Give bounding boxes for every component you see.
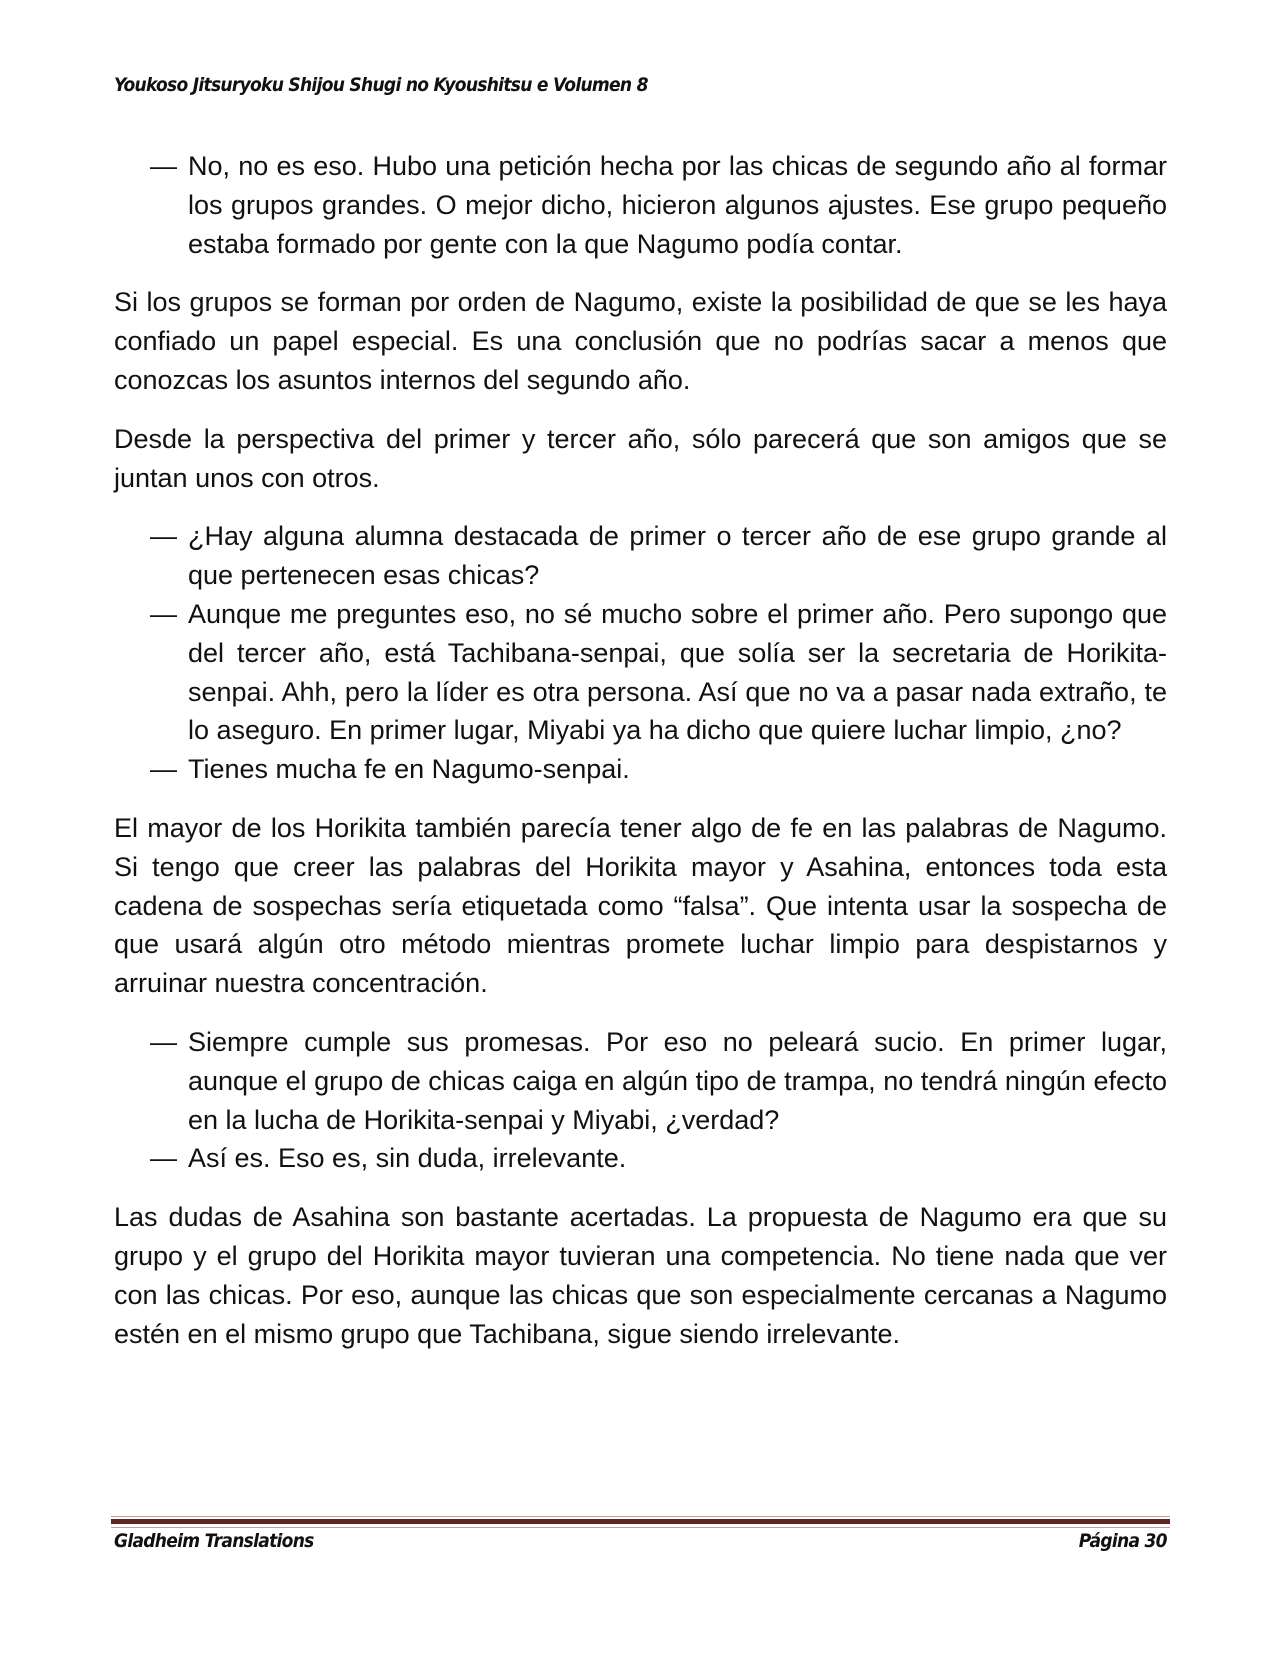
dialogue-text: Aunque me preguntes eso, no sé mucho sobre el primer año. Pero supongo que del tercer año, está Tachibana-senpai, que solía ser la secretaria de Horikita-senpai. Ahh, pero la líder es otra persona. Así que no va a pasar nada extraño, te lo aseguro. En primer lugar, Miyabi ya ha dicho que quiere luchar limpio, ¿no? (188, 598, 1167, 746)
running-header: Youkoso Jitsuryoku Shijou Shugi no Kyoushitsu e Volumen 8 (114, 74, 648, 96)
dialogue-line (114, 1139, 1167, 1178)
em-dash: — (150, 1026, 177, 1057)
page-number: Página 30 (1078, 1530, 1167, 1552)
dialogue-text: Siempre cumple sus promesas. Por eso no peleará sucio. En primer lugar, aunque el grupo de chicas caiga en algún tipo de trampa, no tendrá ningún efecto en la lucha de Horikita-senpai y Miyabi, ¿verdad? (188, 1026, 1167, 1135)
dialogue-text: Así es. Eso es, sin duda, irrelevante. (188, 1143, 627, 1174)
dialogue-line (114, 1023, 1167, 1139)
dialogue-line (114, 750, 1167, 789)
paragraph: Las dudas de Asahina son bastante acertadas. La propuesta de Nagumo era que su grupo y el grupo del Horikita mayor tuvieran una competencia. No tiene nada que ver con las chicas. Por eso, aunque las chicas que son especialmente cercanas a Nagumo estén en el mismo grupo que Tachibana, sigue siendo irrelevante. (114, 1202, 1167, 1349)
dialogue-text: Tienes mucha fe en Nagumo-senpai. (188, 754, 630, 785)
dialogue-text: No, no es eso. Hubo una petición hecha por las chicas de segundo año al formar los grupos grandes. O mejor dicho, hicieron algunos ajustes. Ese grupo pequeño estaba formado por gente con la que Nagumo podía contar. (188, 151, 1167, 259)
page-body (114, 147, 1167, 1373)
dialogue-block (114, 517, 1167, 789)
em-dash: — (150, 598, 177, 629)
em-dash: — (150, 151, 177, 181)
em-dash: — (150, 1143, 177, 1174)
dialogue-block (114, 1023, 1167, 1178)
dialogue-line (114, 147, 1167, 263)
footer-translator: Gladheim Translations (114, 1530, 314, 1552)
dialogue-text: ¿Hay alguna alumna destacada de primer o tercer año de ese grupo grande al que pertenecen esas chicas? (188, 521, 1167, 591)
dialogue-line (114, 517, 1167, 595)
dialogue-block (114, 147, 1167, 263)
footer-rule (111, 1516, 1170, 1528)
em-dash: — (150, 521, 177, 552)
dialogue-line (114, 595, 1167, 750)
paragraph: El mayor de los Horikita también parecía tener algo de fe en las palabras de Nagumo. Si tengo que creer las palabras del Horikita mayor y Asahina, entonces toda esta cadena de sospechas sería etiquetada como “falsa”. Que intenta usar la sospecha de que usará algún otro método mientras promete luchar limpio para despistarnos y arruinar nuestra concentración. (114, 812, 1167, 999)
paragraph: Si los grupos se forman por orden de Nagumo, existe la posibilidad de que se les haya confiado un papel especial. Es una conclusión que no podrías sacar a menos que conozcas los asuntos internos del segundo año. (114, 287, 1167, 395)
paragraph: Desde la perspectiva del primer y tercer año, sólo parecerá que son amigos que se juntan unos con otros. (114, 423, 1167, 493)
em-dash: — (150, 754, 177, 785)
